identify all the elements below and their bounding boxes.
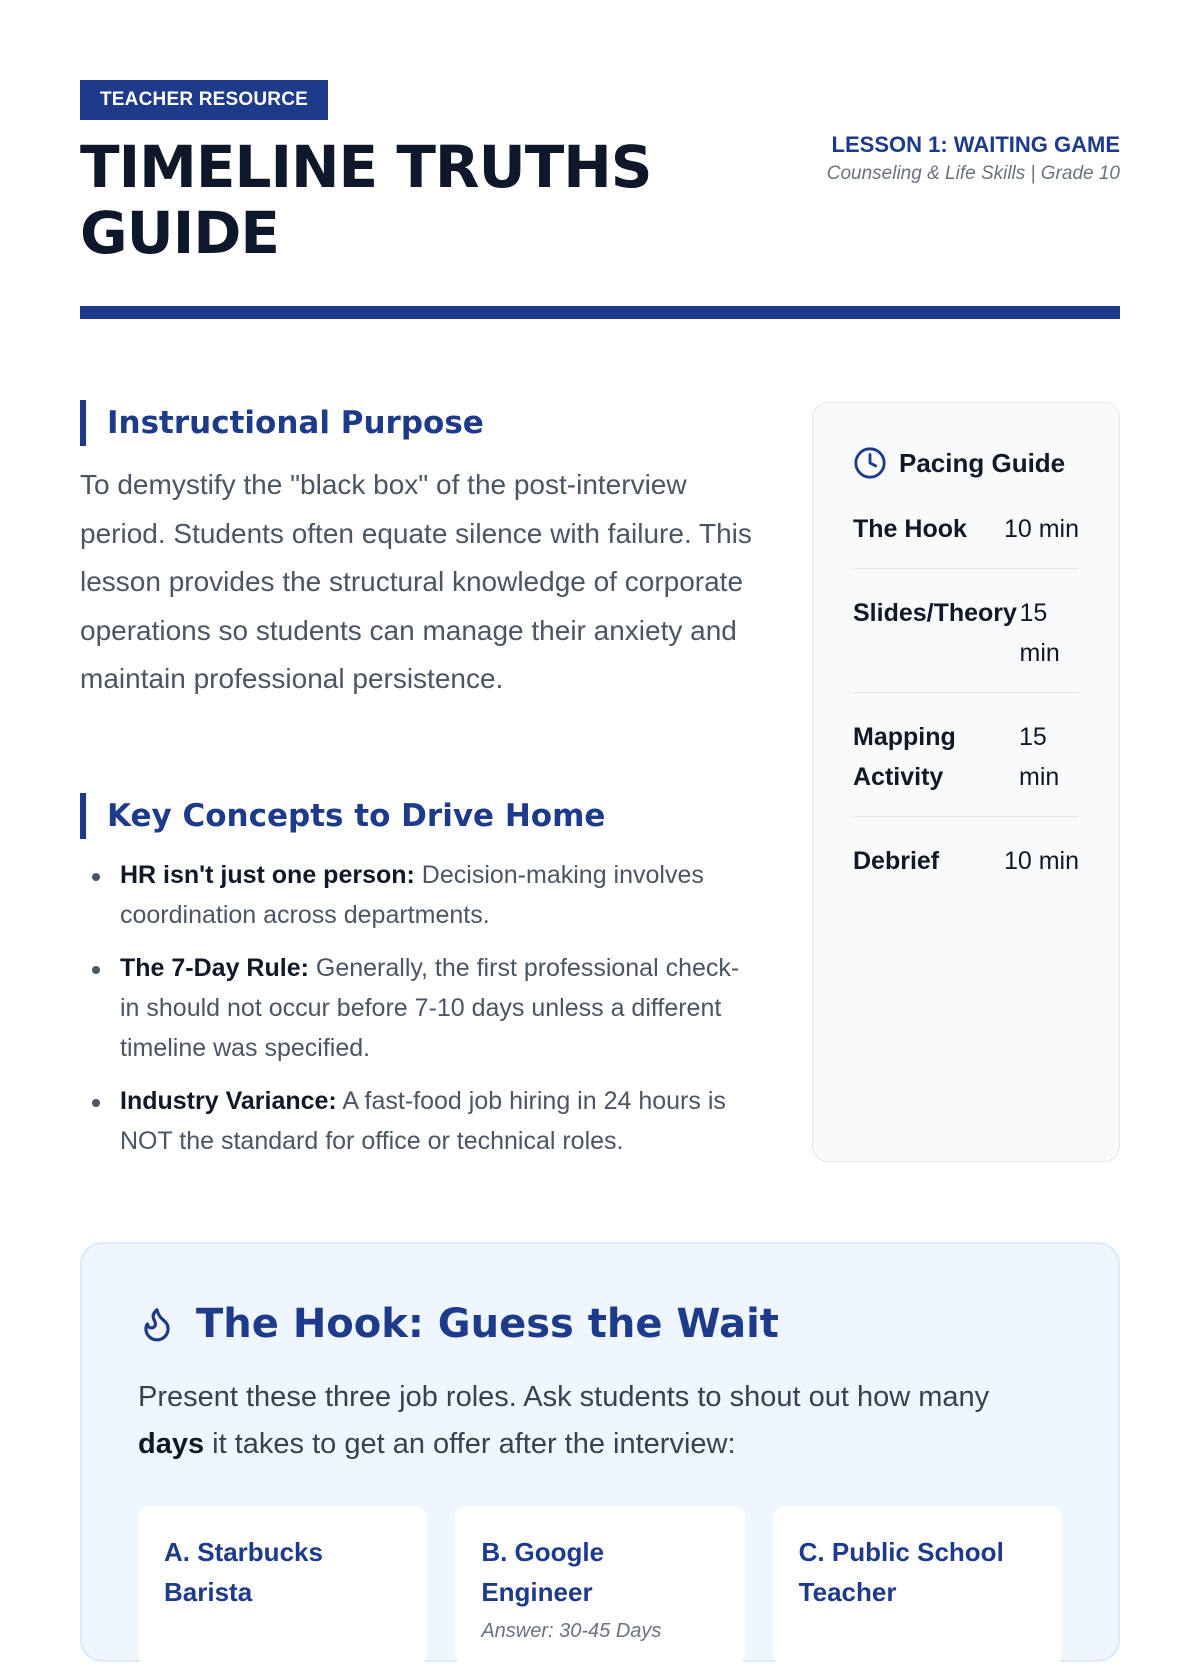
header-divider	[80, 306, 1120, 319]
pacing-label: Slides/Theory	[853, 599, 1017, 627]
pacing-duration: 10 min	[1003, 515, 1079, 543]
concept-text: Decision-making involves coordination across departments.	[120, 861, 704, 929]
pacing-row	[853, 717, 1079, 817]
pacing-row	[853, 841, 1079, 900]
hook-text-after: it takes to get an offer after the interview:	[204, 1428, 736, 1460]
lesson-info	[800, 130, 1120, 187]
job-card	[138, 1506, 427, 1666]
pacing-duration: 10 min	[1003, 847, 1079, 875]
concept-term: HR isn't just one person:	[120, 861, 415, 889]
hook-instructions	[138, 1374, 1038, 1468]
job-card-answer: Answer: 30-45 Days	[481, 1620, 662, 1642]
job-card-title: B. Google Engineer	[481, 1537, 605, 1607]
teacher-guide-page	[80, 0, 1120, 1642]
purpose-heading: Instructional Purpose	[80, 400, 760, 446]
pacing-header	[853, 443, 1079, 483]
job-card-title: A. Starbucks Barista	[164, 1537, 323, 1607]
concept-text: Generally, the first professional check-in should not occur before 7-10 days unless a different timeline was specified.	[120, 954, 740, 1062]
hook-title: The Hook: Guess the Wait	[196, 1301, 779, 1347]
pacing-title: Pacing Guide	[899, 447, 1066, 478]
pacing-row	[853, 509, 1079, 569]
pacing-guide-card	[812, 402, 1120, 1162]
pacing-duration: 15 min	[1019, 599, 1060, 667]
list-item	[80, 1081, 740, 1161]
pacing-duration: 15 min	[1019, 723, 1060, 791]
list-item	[80, 948, 740, 1068]
job-card-title: C. Public School Teacher	[798, 1537, 1004, 1607]
hook-section	[80, 1242, 1120, 1662]
resource-badge: TEACHER RESOURCE	[80, 80, 328, 120]
job-card	[455, 1506, 744, 1666]
pacing-label: Mapping Activity	[853, 723, 956, 791]
hook-text-before: Present these three job roles. Ask students to shout out how many	[138, 1381, 990, 1413]
purpose-text: To demystify the "black box" of the post-interview period. Students often equate silence with failure. This lesson provides the structural knowledge of corporate operations so students can manage their anxiety and maintain professional persistence.	[80, 469, 752, 694]
lesson-subtitle: Counseling & Life Skills | Grade 10	[826, 163, 1120, 184]
hook-header	[138, 1296, 1062, 1352]
job-card	[773, 1506, 1062, 1666]
page-title: TIMELINE TRUTHS GUIDE	[80, 133, 652, 267]
flame-icon	[138, 1305, 176, 1343]
pacing-label: The Hook	[853, 515, 967, 543]
hook-text-bold: days	[138, 1428, 205, 1460]
concept-term: Industry Variance:	[120, 1087, 337, 1115]
clock-icon	[853, 446, 887, 480]
pacing-row	[853, 593, 1079, 693]
concepts-list	[80, 855, 740, 1174]
pacing-label: Debrief	[853, 847, 940, 875]
concept-text: A fast-food job hiring in 24 hours is NOT the standard for office or technical roles.	[120, 1087, 726, 1155]
job-cards	[138, 1506, 1062, 1666]
lesson-title: LESSON 1: WAITING GAME	[831, 132, 1120, 157]
list-item	[80, 855, 740, 935]
concepts-heading: Key Concepts to Drive Home	[80, 793, 760, 839]
concept-term: The 7-Day Rule:	[120, 954, 309, 982]
